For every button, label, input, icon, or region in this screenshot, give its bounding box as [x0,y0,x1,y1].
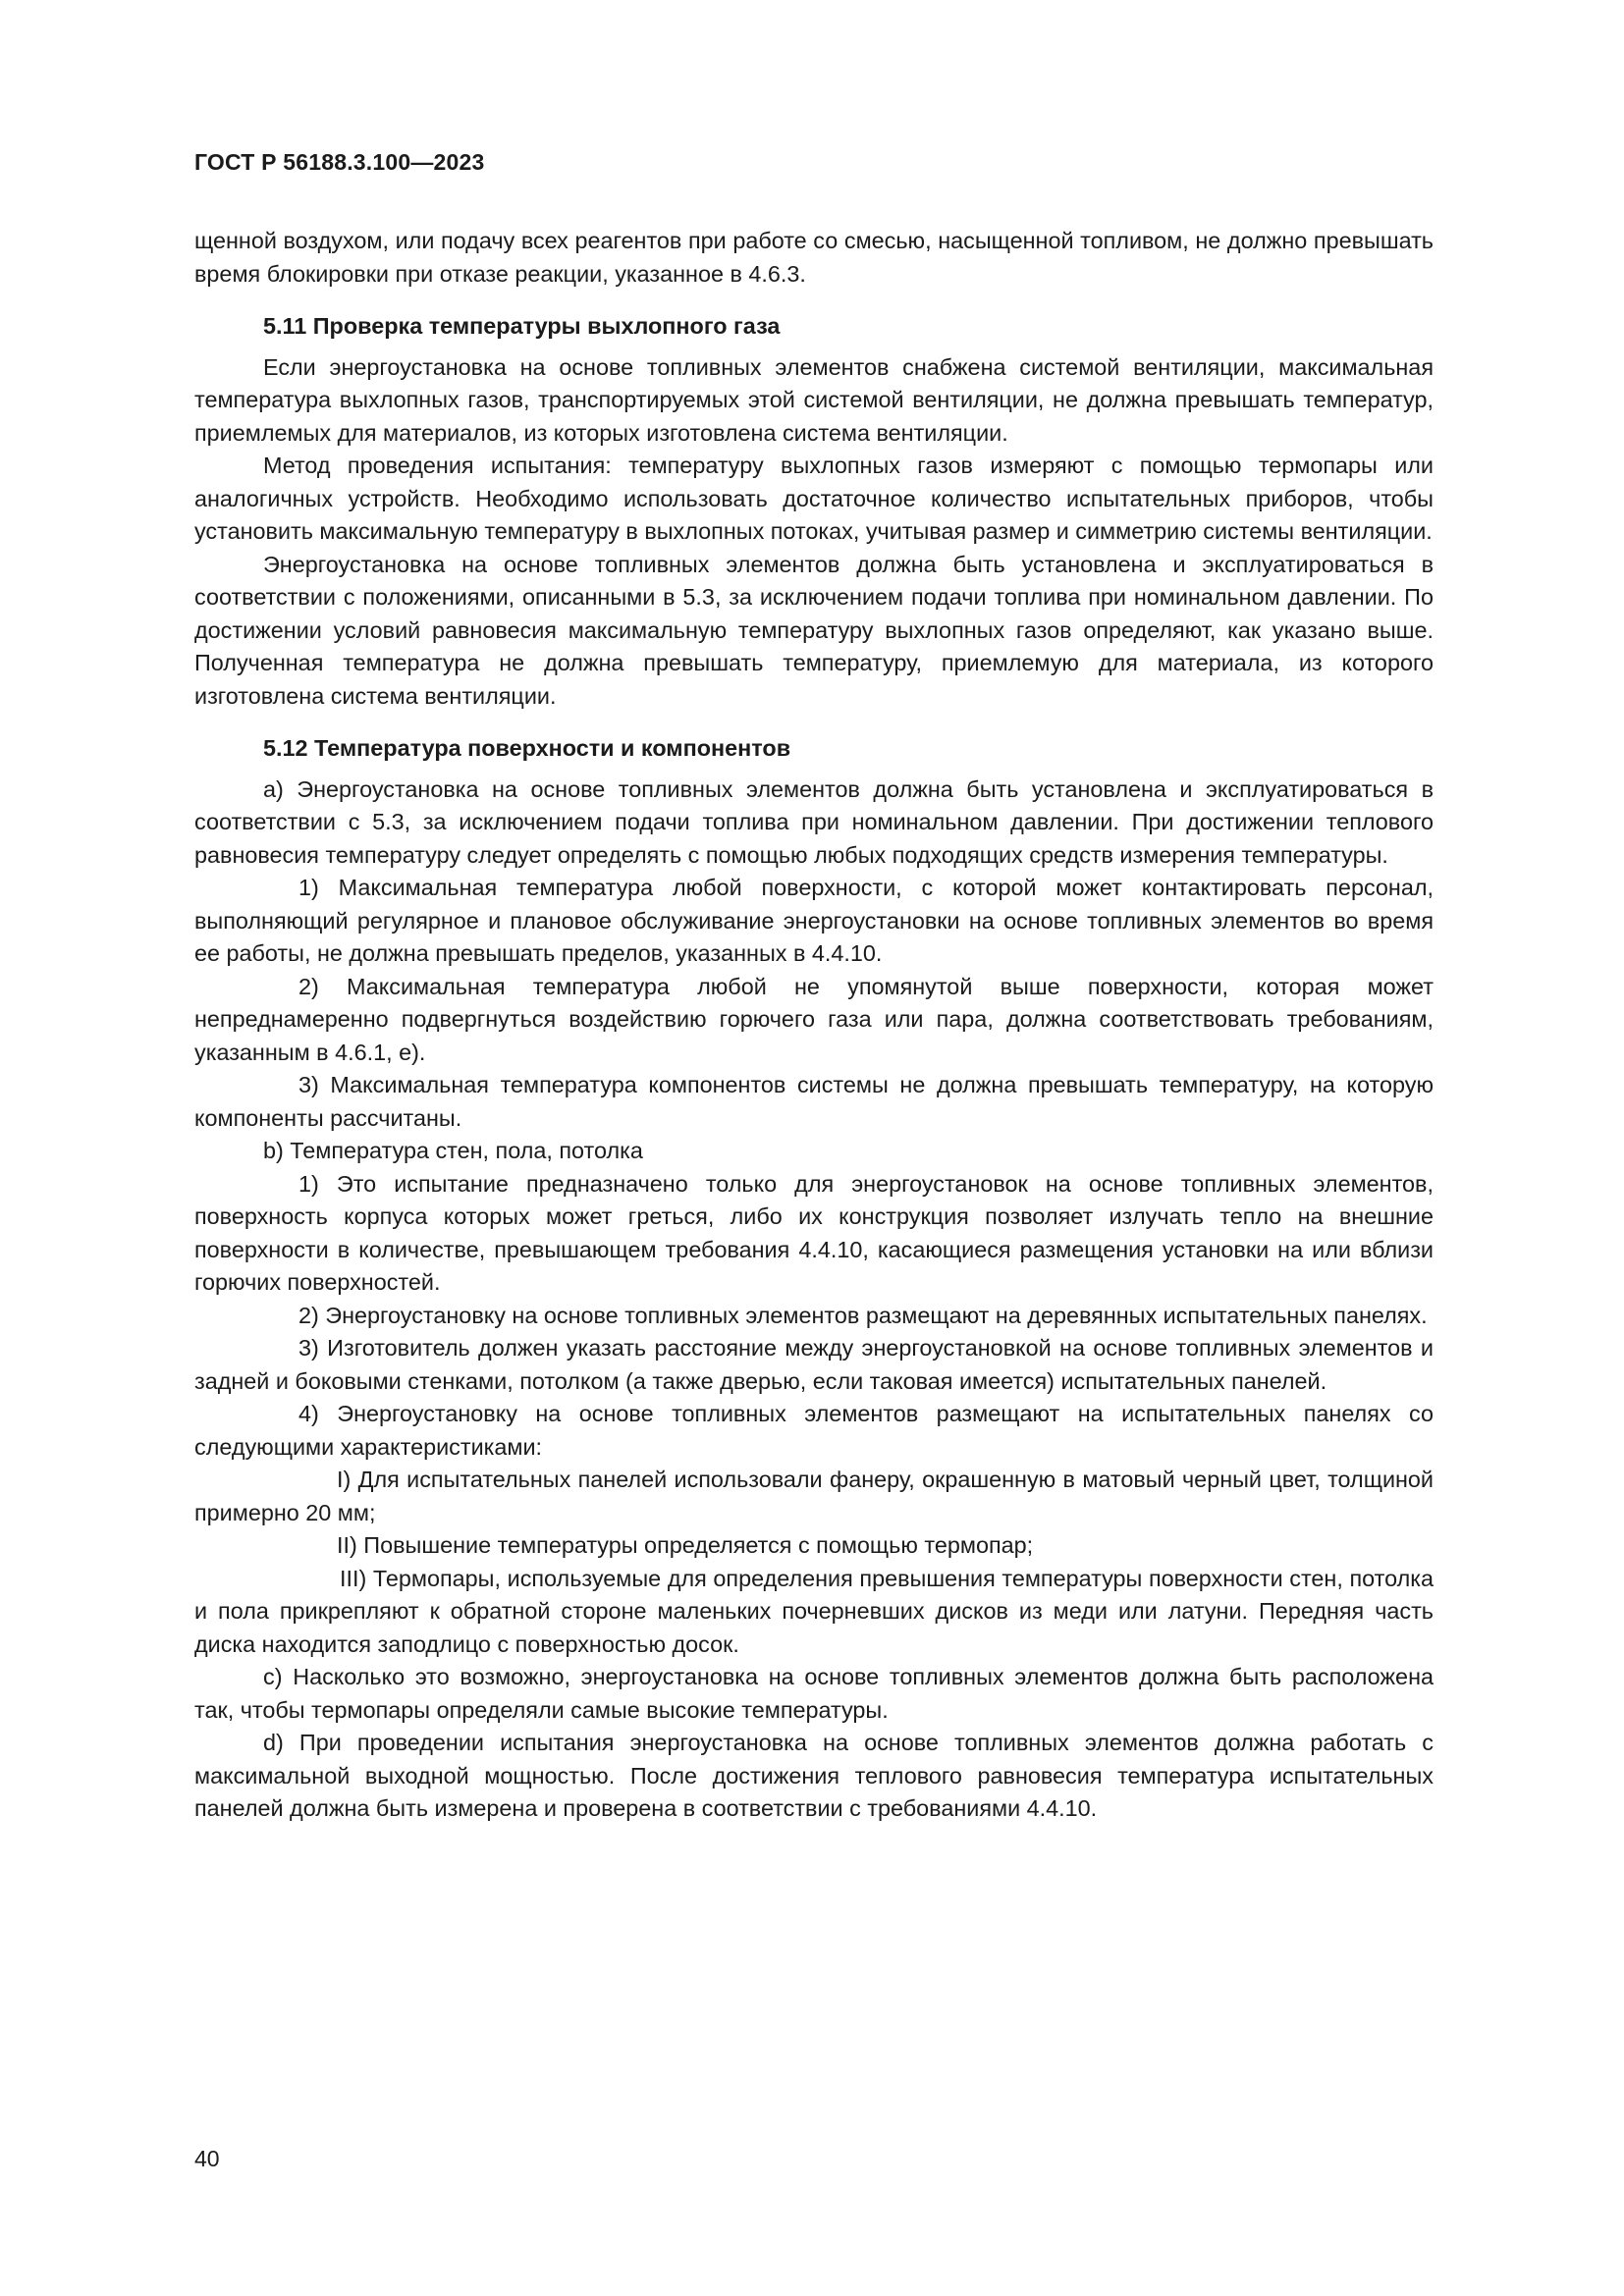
page-number: 40 [194,2146,220,2171]
list-item-a-3: 3) Максимальная температура компонентов системы не должна превышать температуру, на которую компоненты рассчитаны. [194,1072,1434,1131]
paragraph-5-11-1: Если энергоустановка на основе топливных элементов снабжена системой вентиляции, максимальная температура выхлопных газов, транспортируемых этой системой вентиляции, не должна превышать температур, приемлемых для материалов, из которых изготовлена система вентиляции. [194,353,1434,446]
list-item-c: c) Насколько это возможно, энергоустановка на основе топливных элементов должна быть расположена так, чтобы термопары определяли самые высокие температуры. [194,1664,1434,1723]
list-item-a: a) Энергоустановка на основе топливных элементов должна быть установлена и эксплуатироваться в соответствии с 5.3, за исключением подачи топлива при номинальном давлении. При достижении теплового равновесия температуру следует определять с помощью любых подходящих средств измерения температуры. [194,775,1434,868]
paragraph-5-11-2: Метод проведения испытания: температуру выхлопных газов измеряют с помощью термопары или аналогичных устройств. Необходимо использовать достаточное количество испытательных приборов, чтобы установить максимальную температуру в выхлопных потоках, учитывая размер и симметрию системы вентиляции. [194,453,1434,544]
list-item-b-4-III: III) Термопары, используемые для определения превышения температуры поверхности стен, потолка и пола прикрепляют к обратной стороне маленьких почерневших дисков из меди или латуни. Передняя часть диска находится заподлицо с поверхностью досок. [194,1565,1434,1657]
list-item-a-2: 2) Максимальная температура любой не упомянутой выше поверхности, которая может непреднамеренно подвергнуться воздействию горючего газа или пара, должна соответствовать требованиям, указанным в 4.6.1, е). [194,973,1434,1065]
section-heading-5-11: 5.11 Проверка температуры выхлопного газа [263,313,781,339]
list-item-b-1: 1) Это испытание предназначено только для энергоустановок на основе топливных элементов, поверхность корпуса которых может греться, либо их конструкция позволяет излучать тепло на внешние поверхности в количестве, превышающем требования 4.4.10, касающиеся размещения установки на или вблизи горючих поверхностей. [194,1170,1434,1295]
list-item-b-4-I: I) Для испытательных панелей использовали фанеру, окрашенную в матовый черный цвет, толщиной примерно 20 мм; [194,1467,1434,1525]
list-item-a-1: 1) Максимальная температура любой поверхности, с которой может контактировать персонал, выполняющий регулярное и плановое обслуживание энергоустановки на основе топливных элементов во время ее работы, не должна превышать пределов, указанных в 4.4.10. [194,875,1434,966]
list-item-d: d) При проведении испытания энергоустановка на основе топливных элементов должна работать с максимальной выходной мощностью. После достижения теплового равновесия температура испытательных панелей должна быть измерена и проверена в соответствии с требованиями 4.4.10. [194,1730,1434,1821]
list-item-b: b) Температура стен, пола, потолка [263,1138,643,1163]
list-item-b-4-II: II) Повышение температуры определяется с помощью термопар; [337,1532,1034,1558]
paragraph-5-11-3: Энергоустановка на основе топливных элементов должна быть установлена и эксплуатироваться в соответствии с положениями, описанными в 5.3, за исключением подачи топлива при номинальном давлении. По достижении условий равновесия максимальную температуру выхлопных газов определяют, как указано выше. Полученная температура не должна превышать температуру, приемлемую для материала, из которого изготовлена система вентиляции. [194,551,1434,709]
document-body [194,225,1434,1826]
paragraph-intro: щенной воздухом, или подачу всех реагентов при работе со смесью, насыщенной топливом, не должно превышать время блокировки при отказе реакции, указанное в 4.6.3. [194,228,1434,287]
section-heading-5-12: 5.12 Температура поверхности и компонентов [263,735,791,761]
document-header: ГОСТ Р 56188.3.100—2023 [194,149,485,175]
list-item-b-4: 4) Энергоустановку на основе топливных элементов размещают на испытательных панелях со следующими характеристиками: [194,1401,1434,1460]
list-item-b-2: 2) Энергоустановку на основе топливных элементов размещают на деревянных испытательных панелях. [298,1302,1428,1328]
list-item-b-3: 3) Изготовитель должен указать расстояние между энергоустановкой на основе топливных элементов и задней и боковыми стенками, потолком (а также дверью, если таковая имеется) испытательных панелей. [194,1335,1434,1394]
